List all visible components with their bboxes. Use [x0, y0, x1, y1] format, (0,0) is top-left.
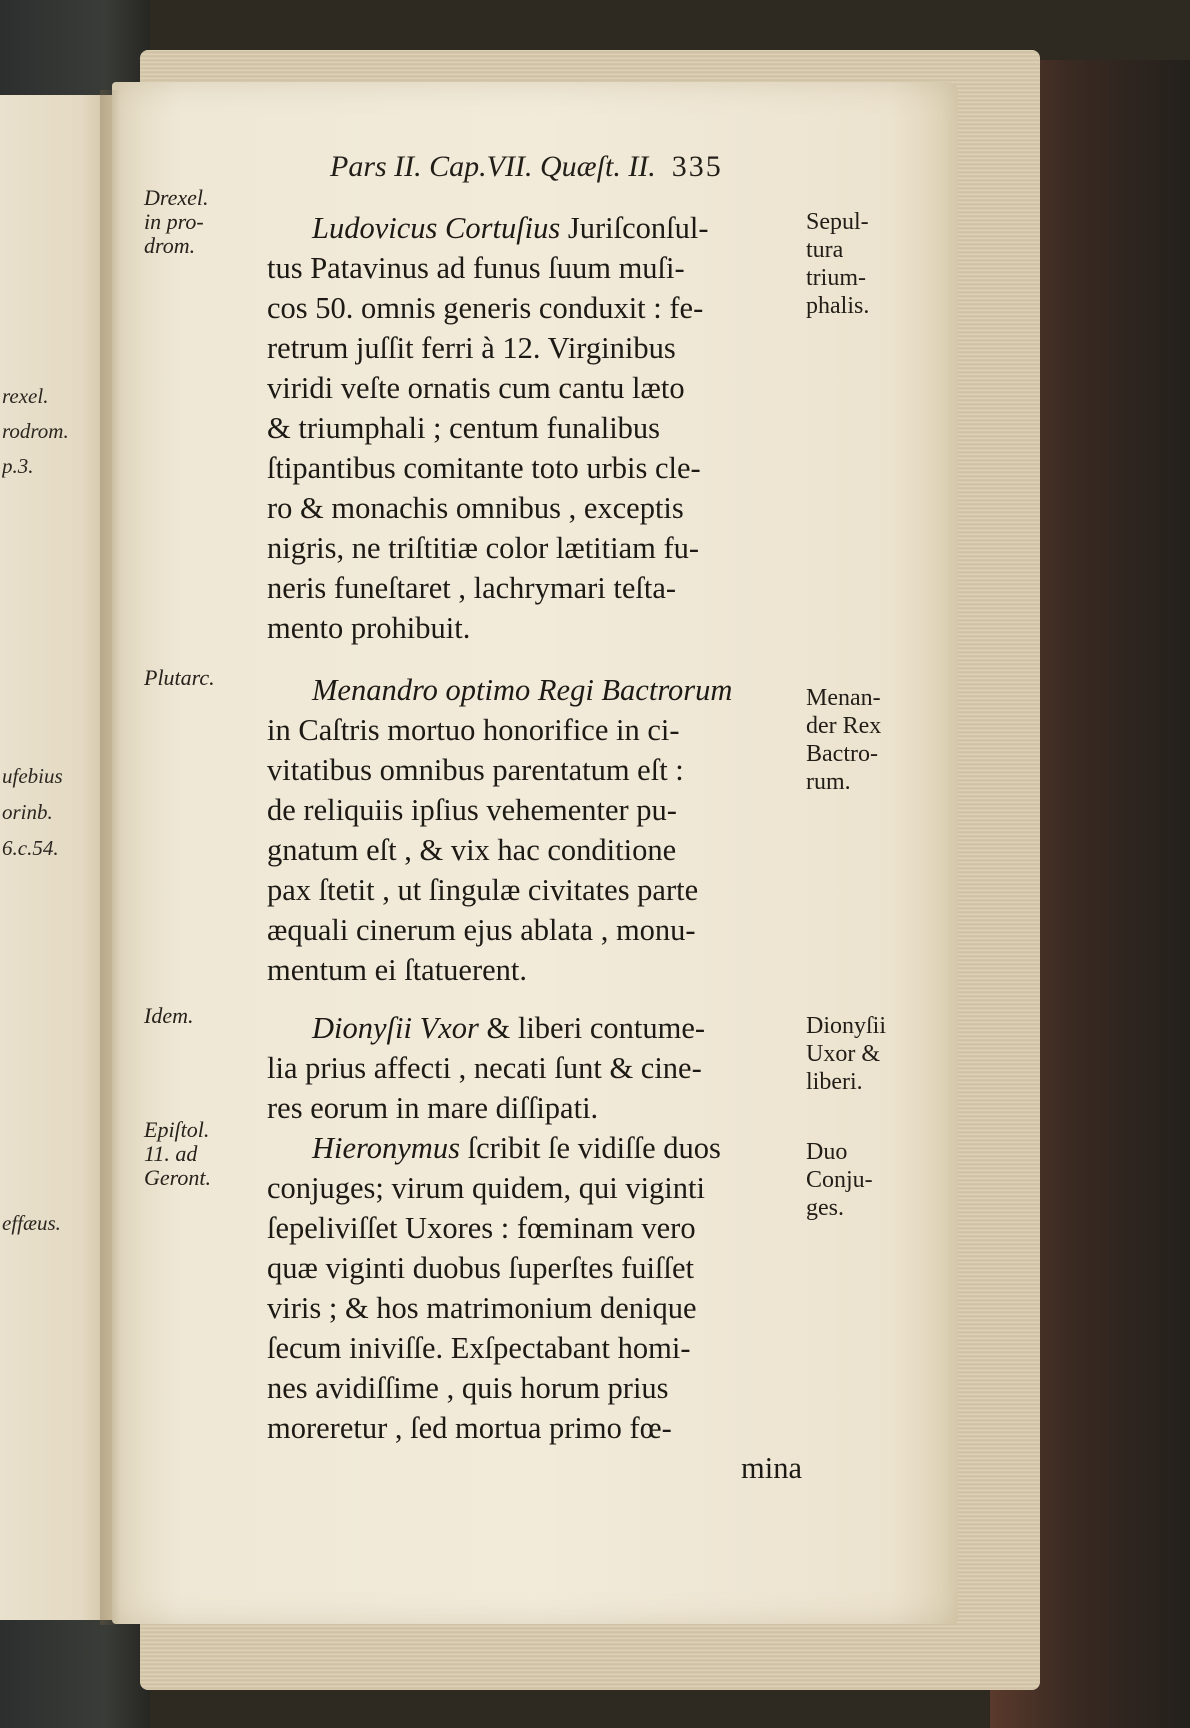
text-line: Menandro optimo Regi Bactrorum: [312, 673, 733, 707]
citation-line: Epiſtol.: [144, 1117, 210, 1142]
text-line: nigris, ne triſtitiæ color lætitiam fu-: [267, 531, 700, 565]
left-page-note: p.3.: [2, 454, 34, 478]
summary-line: Uxor &: [806, 1041, 880, 1067]
text-line: ro & monachis omnibus , exceptis: [267, 491, 684, 525]
text-line: in Caſtris mortuo honorifice in ci-: [267, 713, 680, 747]
paragraph-dionysius: [267, 1008, 802, 1128]
text-line: & triumphali ; centum funalibus: [267, 411, 661, 445]
citation-line: Idem.: [144, 1003, 194, 1028]
text-line: [267, 1008, 802, 1048]
summary-line: Bactro-: [806, 741, 878, 767]
person-name: Ludovicus Cortuſius: [312, 211, 561, 245]
summary-line: rum.: [806, 769, 851, 795]
person-name: Dionyſii Vxor: [312, 1011, 479, 1045]
summary-line: Duo: [806, 1139, 848, 1165]
text-line: moreretur , ſed mortua primo fœ-: [267, 1411, 672, 1445]
margin-citation: [144, 1118, 254, 1190]
margin-citation: [144, 186, 254, 258]
left-page-note: rodrom.: [2, 419, 69, 443]
citation-line: Drexel.: [144, 185, 209, 210]
margin-citation: [144, 1004, 254, 1028]
citation-line: drom.: [144, 233, 196, 258]
page-gutter-shadow: [100, 90, 120, 1625]
text-line: mentum ei ſtatuerent.: [267, 953, 528, 987]
text-line: cos 50. omnis generis conduxit : fe-: [267, 291, 704, 325]
text-line: nes avidiſſime , quis horum prius: [267, 1371, 669, 1405]
text-line: neris funeſtaret , lachrymari teſta-: [267, 571, 677, 605]
summary-line: trium-: [806, 265, 866, 291]
left-page-note: 6.c.54.: [2, 836, 59, 860]
text-line: retrum juſſit ferri à 12. Virginibus: [267, 331, 676, 365]
margin-summary: [806, 684, 936, 796]
paragraph-cortusius: [267, 208, 802, 648]
text-line: conjuges; virum quidem, qui viginti: [267, 1171, 705, 1205]
citation-line: Geront.: [144, 1165, 212, 1190]
summary-line: ges.: [806, 1195, 844, 1221]
summary-line: Conju-: [806, 1167, 873, 1193]
margin-summary: [806, 1138, 936, 1222]
text-line: de reliquiis ipſius vehementer pu-: [267, 793, 677, 827]
text-line: [267, 208, 802, 248]
text-line: tus Patavinus ad funus ſuum muſi-: [267, 251, 685, 285]
text-line: æquali cinerum ejus ablata , monu-: [267, 913, 696, 947]
summary-line: tura: [806, 237, 844, 263]
catchword: mina: [741, 1451, 802, 1485]
text-line: [267, 1128, 802, 1168]
running-header: [330, 150, 850, 190]
text-line: gnatum eſt , & vix hac conditione: [267, 833, 677, 867]
page-number: 335: [671, 150, 723, 183]
left-page-note: rexel.: [2, 384, 49, 408]
summary-line: Dionyſii: [806, 1013, 887, 1039]
citation-line: in pro-: [144, 209, 204, 234]
summary-line: Sepul-: [806, 209, 869, 235]
paragraph-menander: [267, 670, 802, 990]
text-line: mento prohibuit.: [267, 611, 471, 645]
text-line: quæ viginti duobus ſuperſtes fuiſſet: [267, 1251, 694, 1285]
person-name: Hieronymus: [312, 1131, 460, 1165]
text-line: viris ; & hos matrimonium denique: [267, 1291, 697, 1325]
summary-line: der Rex: [806, 713, 882, 739]
left-page-note: ufebius: [2, 764, 63, 788]
text-line: ſepeliviſſet Uxores : fœminam vero: [267, 1211, 696, 1245]
running-title: Pars II. Cap.VII. Quæſt. II.: [330, 150, 656, 183]
summary-line: liberi.: [806, 1069, 863, 1095]
text-line: viridi veſte ornatis cum cantu læto: [267, 371, 685, 405]
text-line: lia prius affecti , necati ſunt & cine-: [267, 1051, 702, 1085]
text-line: ſecum iniviſſe. Exſpectabant homi-: [267, 1331, 691, 1365]
text-line: res eorum in mare diſſipati.: [267, 1091, 599, 1125]
text-fragment: ſcribit ſe vidiſſe duos: [467, 1131, 721, 1165]
left-page-note: orinb.: [2, 800, 53, 824]
summary-line: Menan-: [806, 685, 881, 711]
citation-line: 11. ad: [144, 1141, 198, 1166]
text-line: ſtipantibus comitante toto urbis cle-: [267, 451, 701, 485]
margin-summary: [806, 1012, 936, 1096]
text-line: vitatibus omnibus parentatum eſt :: [267, 753, 684, 787]
left-page-note: effæus.: [2, 1211, 61, 1235]
summary-line: phalis.: [806, 293, 870, 319]
margin-citation: [144, 666, 254, 690]
text-fragment: Juriſconſul-: [567, 211, 709, 245]
citation-line: Plutarc.: [144, 665, 215, 690]
margin-summary: [806, 208, 936, 320]
text-fragment: & liberi contume-: [486, 1011, 706, 1045]
paragraph-hieronymus: [267, 1128, 802, 1488]
text-line: pax ſtetit , ut ſingulæ civitates parte: [267, 873, 699, 907]
